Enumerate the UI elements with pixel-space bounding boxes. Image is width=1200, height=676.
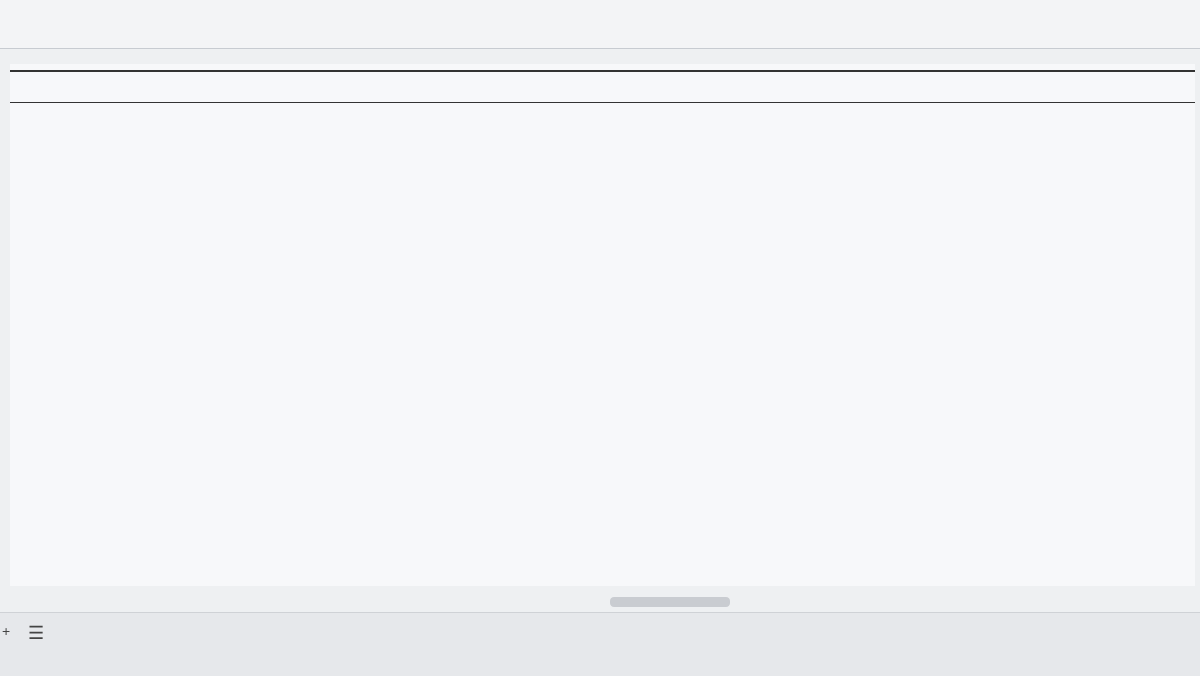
add-sheet-icon[interactable]: +	[2, 623, 11, 639]
spreadsheet-grid[interactable]	[10, 64, 1195, 586]
sheet-title-row	[10, 70, 1195, 103]
sheet-tab-bar	[0, 612, 1200, 676]
column-header-bar	[0, 0, 1200, 49]
all-sheets-menu-icon[interactable]: ☰	[28, 623, 45, 643]
horizontal-scrollbar[interactable]	[610, 597, 730, 607]
